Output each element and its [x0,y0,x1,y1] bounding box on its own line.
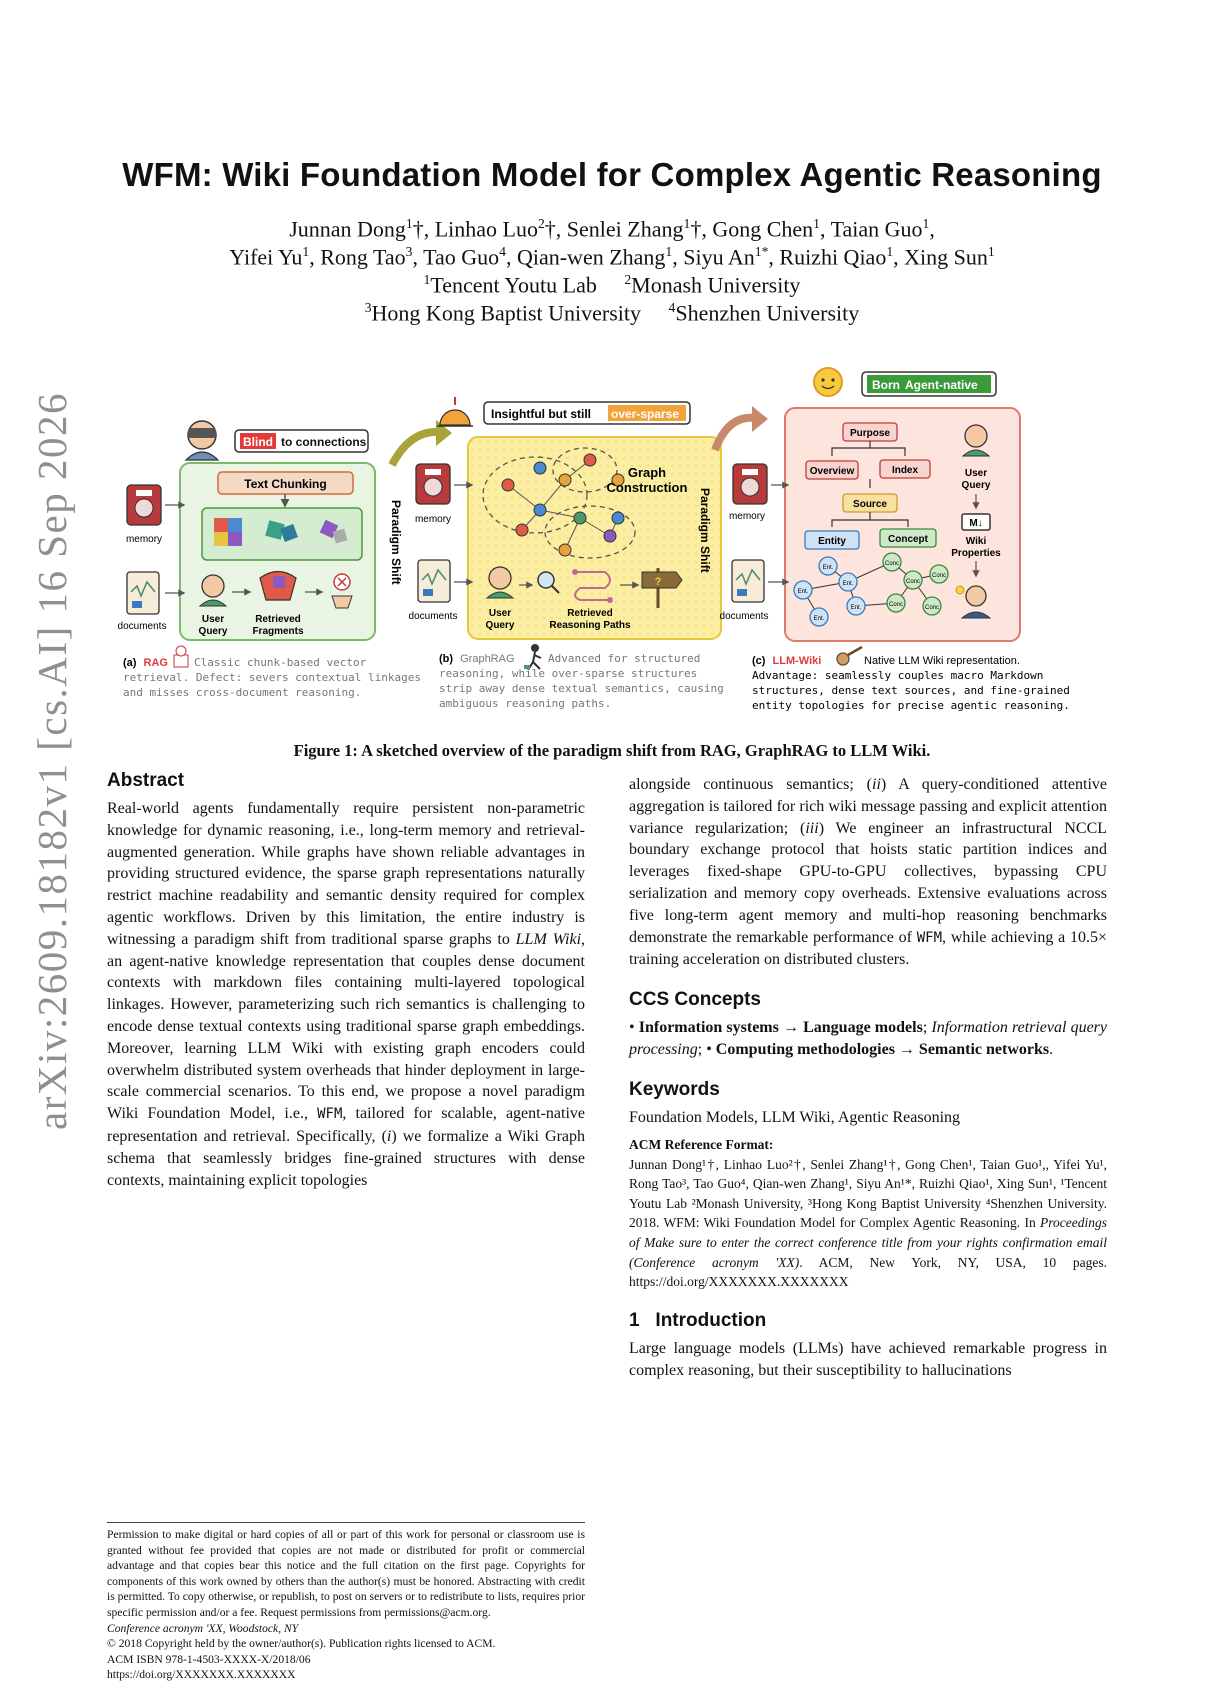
caption-c-line: entity topologies for precise agentic reasoning. [752,699,1070,712]
markdown-icon [962,514,990,530]
figure-1 [110,360,1110,730]
rag-small-icon [174,646,188,667]
document-icon [127,572,159,614]
keywords-text: Foundation Models, LLM Wiki, Agentic Reasoning [629,1108,961,1126]
graph-construction-label: Construction [606,480,688,495]
affiliation-line-1: $^1$Tencent Youtu Lab $^2$Monash University [423,272,801,298]
affiliation: Tencent Youtu Lab [430,272,597,298]
left-column [107,770,586,1682]
author-line-1: Junnan Dong$^1$†, Linhao Luo$^2$†, Senlei Zhang$^1$†, Gong Chen$^1$, Taian Guo$^1$, [289,216,935,242]
source-node: Source [853,499,887,510]
documents-label: documents [408,611,458,622]
introduction-text: Large language models (LLMs) have achieved remarkable progress in complex reasoning, but their susceptibility to hallucinations [629,1339,1107,1379]
svg-text:over-sparse: over-sparse [611,407,680,421]
ccs-concepts: • Information systems → Language models; Information retrieval query processing; • Computing methodologies → Semantic networks. [629,1019,1108,1058]
paradigm-shift-label: Paradigm Shift [698,488,712,573]
svg-text:Conc: Conc [924,605,940,611]
affiliation-line-2: $^3$Hong Kong Baptist University $^4$Shenzhen University [364,300,860,326]
acm-ref-heading: ACM Reference Format: [629,1136,774,1152]
svg-text:Conc: Conc [931,573,947,579]
svg-text:Ent.: Ent. [850,605,862,611]
caption-b: (b) GraphRAG [439,653,515,665]
index-node: Index [891,465,919,476]
user-query-label: Query [198,626,228,637]
author-name: Ruizhi Qiao [779,244,887,270]
memory-icon [416,464,450,504]
caption-c-line: Native LLM Wiki representation. [864,655,1020,667]
caption-c-line: Advantage: seamlessly couples macro Markdown [752,669,1044,682]
caption-b-line: ambiguous reasoning paths. [439,697,612,710]
svg-text:Agent-native: Agent-native [905,378,978,392]
introduction-heading: 1 Introduction [629,1309,767,1331]
agent-native-bubble [862,372,996,396]
affiliation: Shenzhen University [675,300,860,326]
author-name: Junnan Dong [289,216,406,242]
author-name: Yifei Yu [229,244,303,270]
memory-label: memory [728,511,766,522]
purpose-node: Purpose [849,428,891,439]
svg-text:Insightful but still: Insightful but still [491,407,591,421]
caption-a-line: and misses cross-document reasoning. [123,686,362,699]
abstract-heading: Abstract [107,770,185,791]
key-icon [837,647,862,665]
user-query-label: User [201,614,225,625]
author-name: Taian Guo [830,216,923,242]
sunrise-icon [437,397,473,426]
paradigm-shift-label: Paradigm Shift [389,500,403,585]
graph-construction-label: Graph [627,465,667,480]
arxiv-stamp: arXiv:2609.18182v1 [cs.AI] 16 Sep 2026 [29,392,75,1130]
acm-reference: Junnan Dong¹†, Linhao Luo²†, Senlei Zhang¹†, Gong Chen¹, Taian Guo¹,, Yifei Yu¹, Rong Tao³, Tao Guo⁴, Qian-wen Zhang¹, Siyu An¹*, Ruizhi Qiao¹, Xing Sun¹, ¹Tencent Youtu Lab ²Monash University, ³Hong Kong Baptist University ⁴Shenzhen University. 2018. WFM: Wiki Foundation Model for Complex Agentic Reasoning. In Proceedings of Make sure to enter the correct conference title from your rights confirmation email (Conference acronym 'XX). ACM, New York, NY, USA, 10 pages. https://doi.org/XXXXXXX.XXXXXXX [629,1156,1107,1290]
sun-icon [814,368,842,396]
wiki-properties-label: Wiki [965,536,987,547]
user-query-label: User [964,468,988,479]
caption-c-line: structures, dense text sources, and fine-grained [752,684,1070,697]
bubble-text: to connections [281,435,367,449]
author-name: Senlei Zhang [566,216,684,242]
author-name: Xing Sun [904,244,988,270]
retrieved-label: Retrieved [567,608,613,619]
author-name: Tao Guo [423,244,500,270]
document-icon [418,560,450,602]
concept-node: Concept [888,534,928,545]
svg-text:Ent.: Ent. [813,616,825,622]
svg-text:Conc: Conc [884,561,900,567]
document-icon [732,560,764,602]
permission-footnote: Permission to make digital or hard copies of all or part of this work for personal or classroom use is granted without fee provided that copies are not made or distributed for profit or commercial advantage and that copies bear this notice and the full citation on the first page. Copyrights for components of this work owned by others than the author(s) must be honored. Abstracting with credit is permitted. To copy otherwise, or republish, to post on servers or to redistribute to lists, requires prior specific permission and/or a fee. Request permissions from permissions@acm.org. Conference acronym 'XX, Woodstock, NY © 2018 Copyright held by the owner/author(s). Publication rights licensed to ACM. ACM ISBN 978-1-4503-XXXX-X/2018/06 https://doi.org/XXXXXXX.XXXXXXX [107,1528,585,1682]
svg-text:Conc: Conc [905,579,921,585]
caption-b-line: reasoning, while over-sparse structures [439,667,698,680]
svg-text:M↓: M↓ [969,518,983,529]
retrieved-label: Fragments [252,626,304,637]
paper-title: WFM: Wiki Foundation Model for Complex Agentic Reasoning [122,156,1102,193]
author-name: Linhao Luo [434,216,538,242]
caption-c: (c) LLM-Wiki [752,655,822,667]
overview-node: Overview [809,466,855,477]
svg-text:Ent.: Ent. [842,581,854,587]
author-name: Rong Tao [320,244,406,270]
memory-icon [733,464,767,504]
text-chunking-label: Text Chunking [244,477,327,491]
panel-rag [118,421,421,699]
blind-bubble [235,430,368,452]
author-name: Siyu An [683,244,755,270]
retrieved-label: Reasoning Paths [549,620,631,631]
svg-text:Ent.: Ent. [822,565,834,571]
caption-b-line: Advanced for structured [548,652,701,665]
blind-tag: Blind [243,435,273,449]
affiliation: Hong Kong Baptist University [371,300,642,326]
user-query-label: Query [485,620,515,631]
abstract-text: Real-world agents fundamentally require persistent non-parametric knowledge for dynamic reasoning, i.e., long-term memory and retrieval-augmented generation. While graphs have shown reliable advantages in providing structured evidence, the sparse graph representations naturally restrict machine readability and semantic density required for complex agentic workflows. Driven by this limitation, the entire industry is witnessing a paradigm shift from traditional sparse graphs to LLM Wiki, an agent-native knowledge representation that couples dense document contexts with markdown files containing multi-layered topological linkages. However, parameterizing such rich semantics is challenging to encode dense textual contexts using traditional sparse graph embeddings. Moreover, learning LLM Wiki with existing graph encoders could overwhelm distributed system overheads that hinder deployment in large-scale commercial scenarios. To this end, we propose a novel paradigm Wiki Foundation Model, i.e., WFM, tailored for scalable, agent-native representation and retrieval. Specifically, (i) we formalize a Wiki Graph schema that seamlessly bridges fine-grained structures with dense contexts, maintaining explicit topologies [107,800,586,1189]
caption-b-line: strip away dense textual semantics, causing [439,682,724,695]
author-name: Gong Chen [712,216,814,242]
documents-label: documents [719,611,769,622]
svg-text:?: ? [654,576,662,588]
keywords-heading: Keywords [629,1078,720,1100]
panel-llm-wiki [720,368,1070,712]
right-column [629,770,1107,1381]
author-name: Qian-wen Zhang [516,244,666,270]
figure-caption: Figure 1: A sketched overview of the paradigm shift from RAG, GraphRAG to LLM Wiki. [293,741,931,760]
affiliation: Monash University [631,272,801,298]
footnote-rule [107,1522,585,1523]
caption-a-line: Classic chunk-based vector [194,656,367,669]
svg-text:Born: Born [872,378,900,392]
blind-user-icon [186,421,218,460]
ccs-heading: CCS Concepts [629,989,761,1011]
svg-text:Ent.: Ent. [797,589,809,595]
entity-node: Entity [818,536,846,547]
fragments-icon [260,572,296,601]
documents-label: documents [117,621,167,632]
user-query-label: User [488,608,512,619]
memory-label: memory [414,514,452,525]
svg-text:Conc: Conc [888,602,904,608]
author-line-2: Yifei Yu$^1$, Rong Tao$^3$, Tao Guo$^4$, Qian-wen Zhang$^1$, Siyu $An^{1*}$, Ruizhi Qiao$^1$, Xing Sun$^1$ [229,244,995,270]
insightful-bubble [484,402,690,424]
panel-graphrag [409,397,724,710]
wiki-properties-label: Properties [951,548,1001,559]
caption-a: (a) RAG [123,657,168,669]
abstract-continued: alongside continuous semantics; (ii) A query-conditioned attentive aggregation is tailored for rich wiki message passing and explicit attention variance regularization; (iii) We engineer an infrastructural NCCL boundary exchange protocol that hoists static partition indices and leverages fixed-shape GPU-to-GPU collectives, bypassing CPU serialization and memory copy overheads. Extensive evaluations across five long-term agent memory and multi-hop reasoning benchmarks demonstrate the remarkable performance of WFM, while achieving a 10.5× training acceleration on distributed clusters. [629,776,1108,969]
memory-label: memory [125,534,163,545]
caption-a-line: retrieval. Defect: severs contextual linkages [123,671,422,684]
user-query-label: Query [961,480,991,491]
memory-icon [127,485,161,525]
retrieved-label: Retrieved [255,614,301,625]
